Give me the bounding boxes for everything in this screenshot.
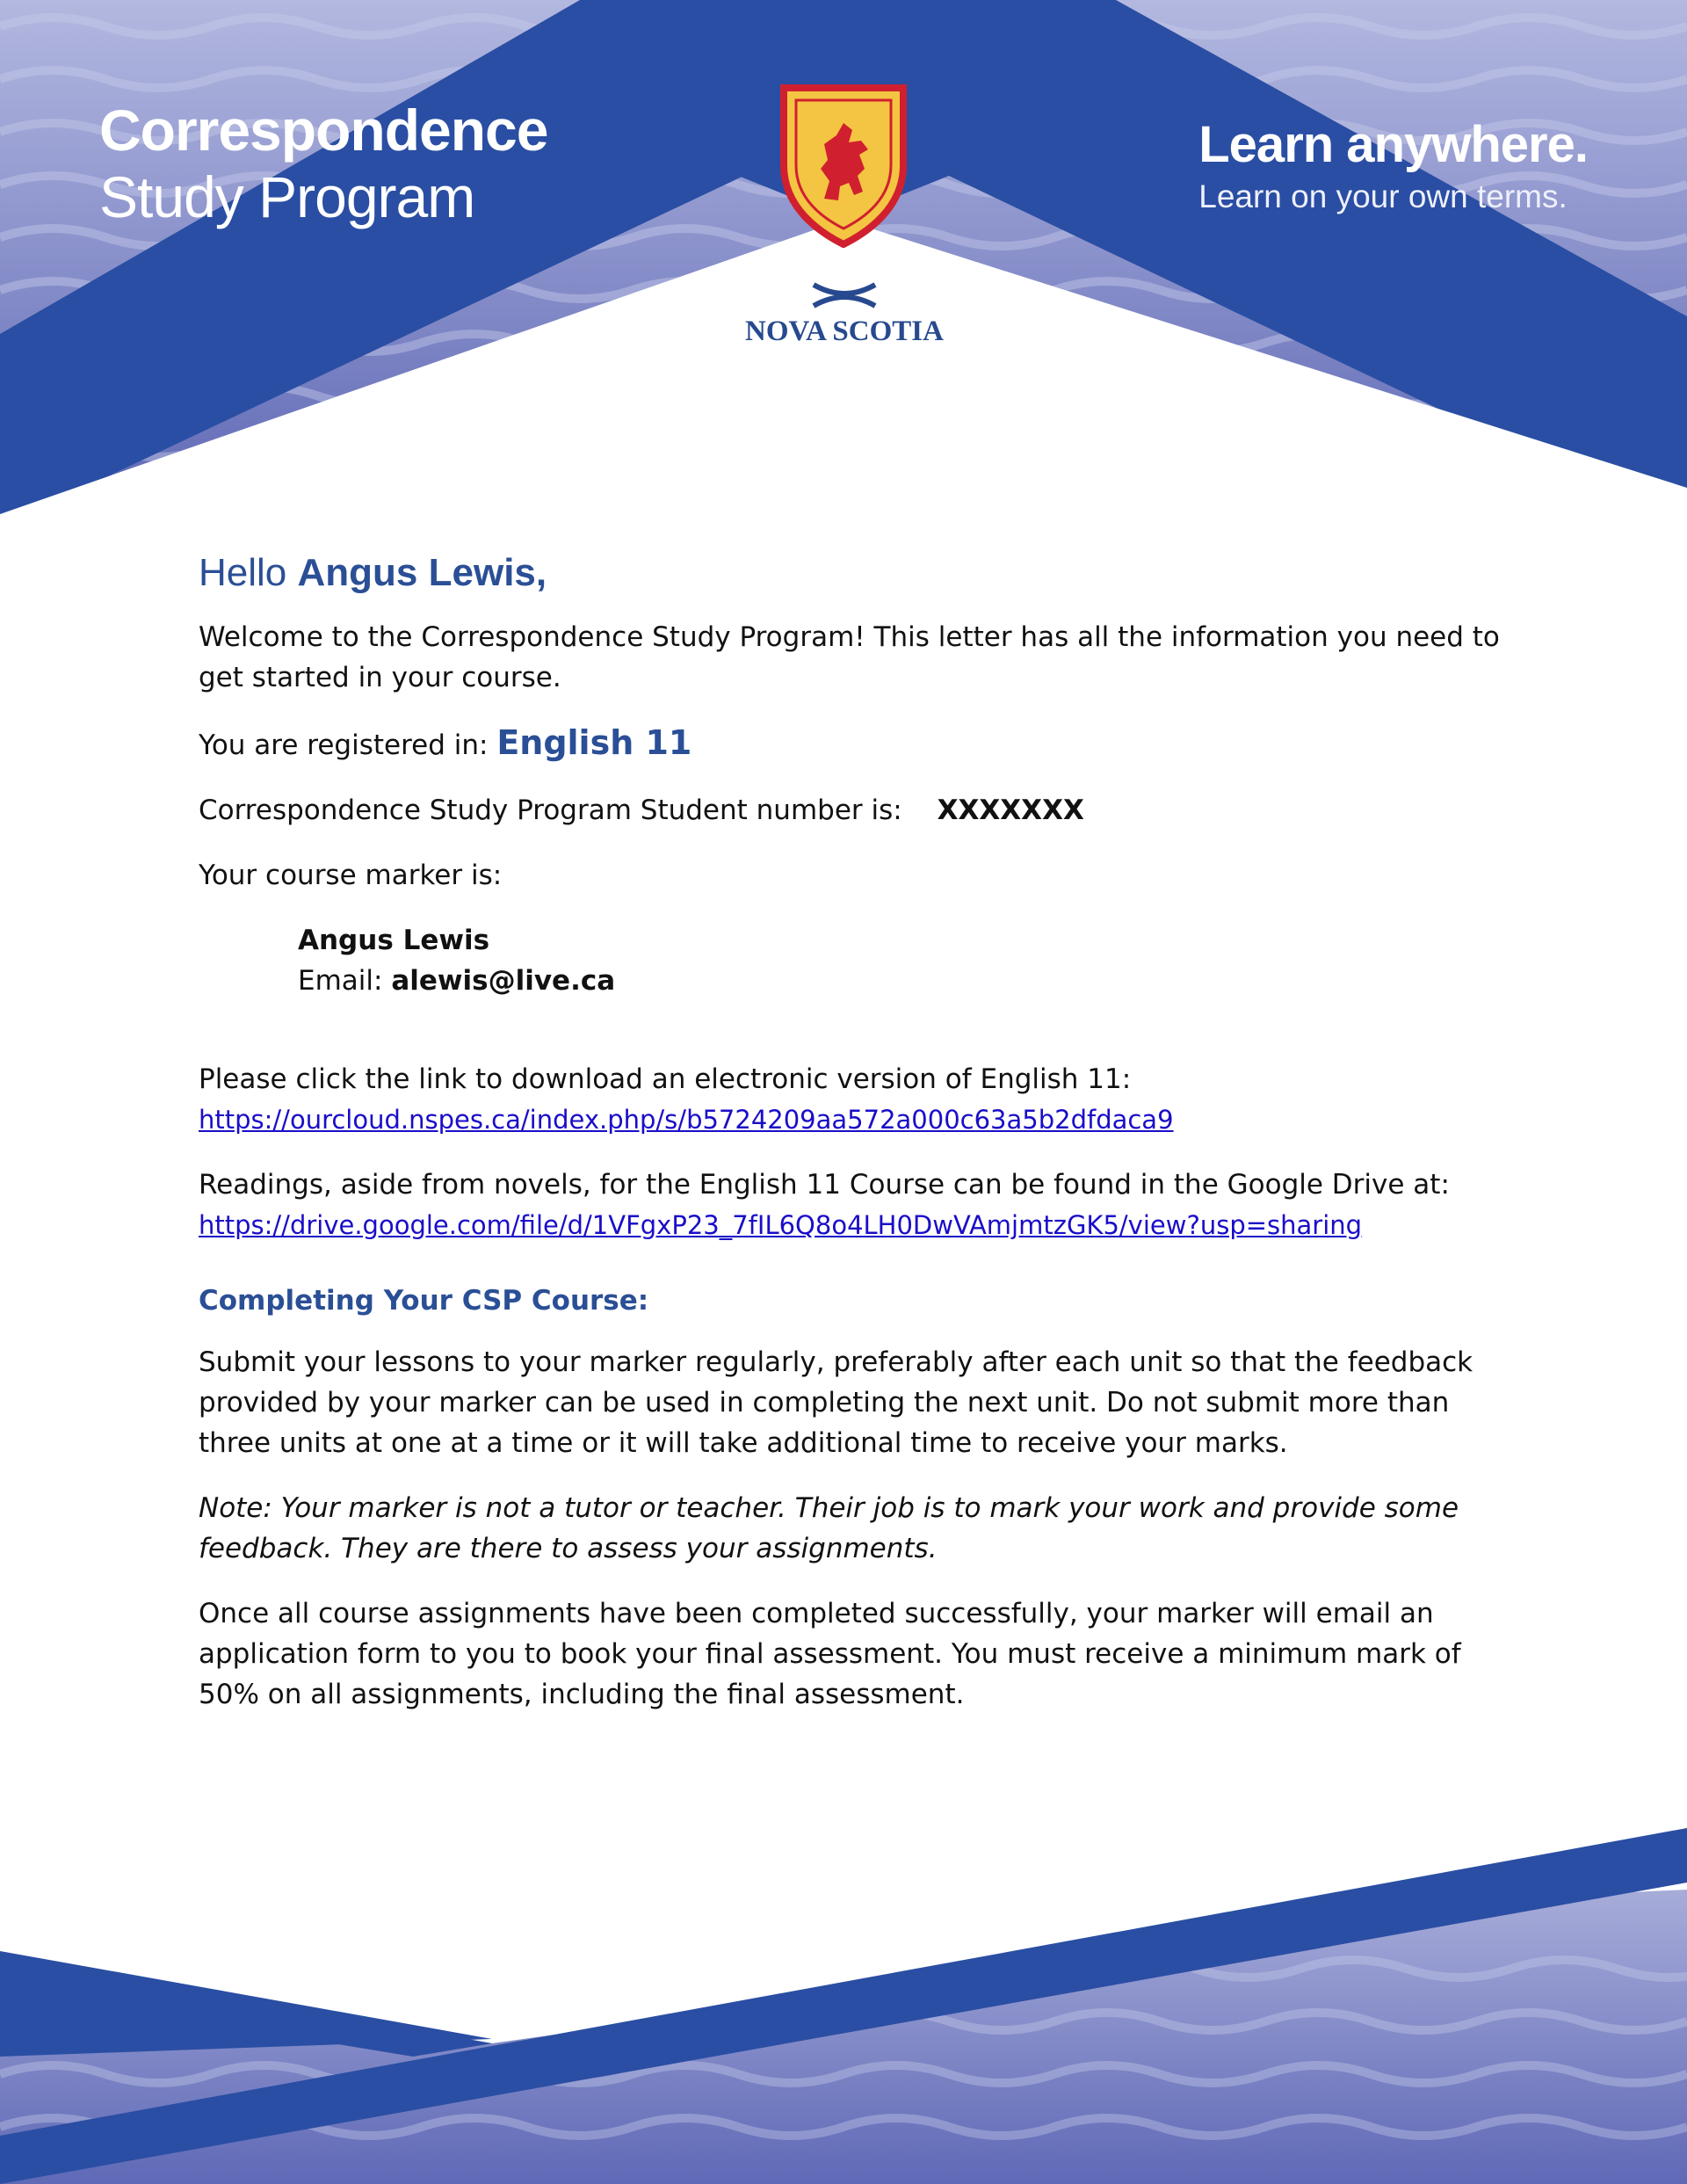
- nova-scotia-wordmark: NOVA SCOTIA: [745, 316, 944, 347]
- letter-body: [199, 545, 1517, 1739]
- registered-label: You are registered in:: [199, 729, 489, 761]
- program-title-line1: Correspondence: [99, 98, 548, 163]
- greeting: [199, 545, 1517, 601]
- program-title: [99, 95, 547, 229]
- student-name: Angus Lewis,: [297, 551, 547, 594]
- saltire-logo-icon: [805, 279, 884, 311]
- student-number-line: [199, 790, 1517, 831]
- readings-section: [199, 1165, 1517, 1245]
- submit-paragraph: Submit your lessons to your marker regularly, preferably after each unit so that the feedback provided by your marker can be used in completing the next unit. Do not submit more than three units at one at a time or it will take additional time to receive your marks.: [199, 1346, 1473, 1459]
- tagline-block: [1198, 114, 1588, 218]
- marker-contact: [298, 920, 1517, 1001]
- greeting-word: Hello: [199, 551, 287, 594]
- marker-email[interactable]: alewis@live.ca: [391, 965, 616, 997]
- final-paragraph: Once all course assignments have been completed successfully, your marker will email an application form to you to book your final assessment. You must receive a minimum mark of 50% on all assignments, including the final assessment.: [199, 1598, 1461, 1710]
- nova-scotia-logo: [743, 279, 945, 348]
- marker-email-line: [298, 961, 1517, 1001]
- readings-link[interactable]: https://drive.google.com/file/d/1VFgxP23_7fIL6Q8o4LH0DwVAmjmtzGK5/view?usp=sharing: [199, 1210, 1363, 1240]
- readings-text: Readings, aside from novels, for the English 11 Course can be found in the Google Drive at:: [199, 1169, 1450, 1201]
- marker-email-label: Email:: [298, 965, 383, 997]
- footer-background: [0, 1819, 1687, 2184]
- coat-of-arms-icon: [780, 84, 907, 248]
- tagline: Learn anywhere.: [1198, 116, 1588, 173]
- student-number: XXXXXXX: [937, 795, 1084, 826]
- student-number-label: Correspondence Study Program Student number is:: [199, 795, 902, 826]
- download-text: Please click the link to download an electronic version of English 11:: [199, 1063, 1132, 1095]
- registration-line: [199, 722, 1517, 765]
- section-heading: Completing Your CSP Course:: [199, 1285, 649, 1317]
- program-title-line2: Study Program: [99, 164, 475, 229]
- course-name: English 11: [496, 723, 692, 762]
- download-link[interactable]: https://ourcloud.nspes.ca/index.php/s/b5724209aa572a000c63a5b2dfdaca9: [199, 1105, 1174, 1135]
- marker-label: Your course marker is:: [199, 860, 503, 891]
- welcome-paragraph: Welcome to the Correspondence Study Program! This letter has all the information you need to get started in your course.: [199, 621, 1500, 693]
- download-section: [199, 1059, 1517, 1140]
- sub-tagline: Learn on your own terms.: [1198, 178, 1568, 214]
- header-background: [0, 0, 1687, 527]
- note-paragraph: Note: Your marker is not a tutor or teacher. Their job is to mark your work and provide some feedback. They are there to assess your assignments.: [199, 1492, 1459, 1564]
- marker-name: Angus Lewis: [298, 925, 490, 956]
